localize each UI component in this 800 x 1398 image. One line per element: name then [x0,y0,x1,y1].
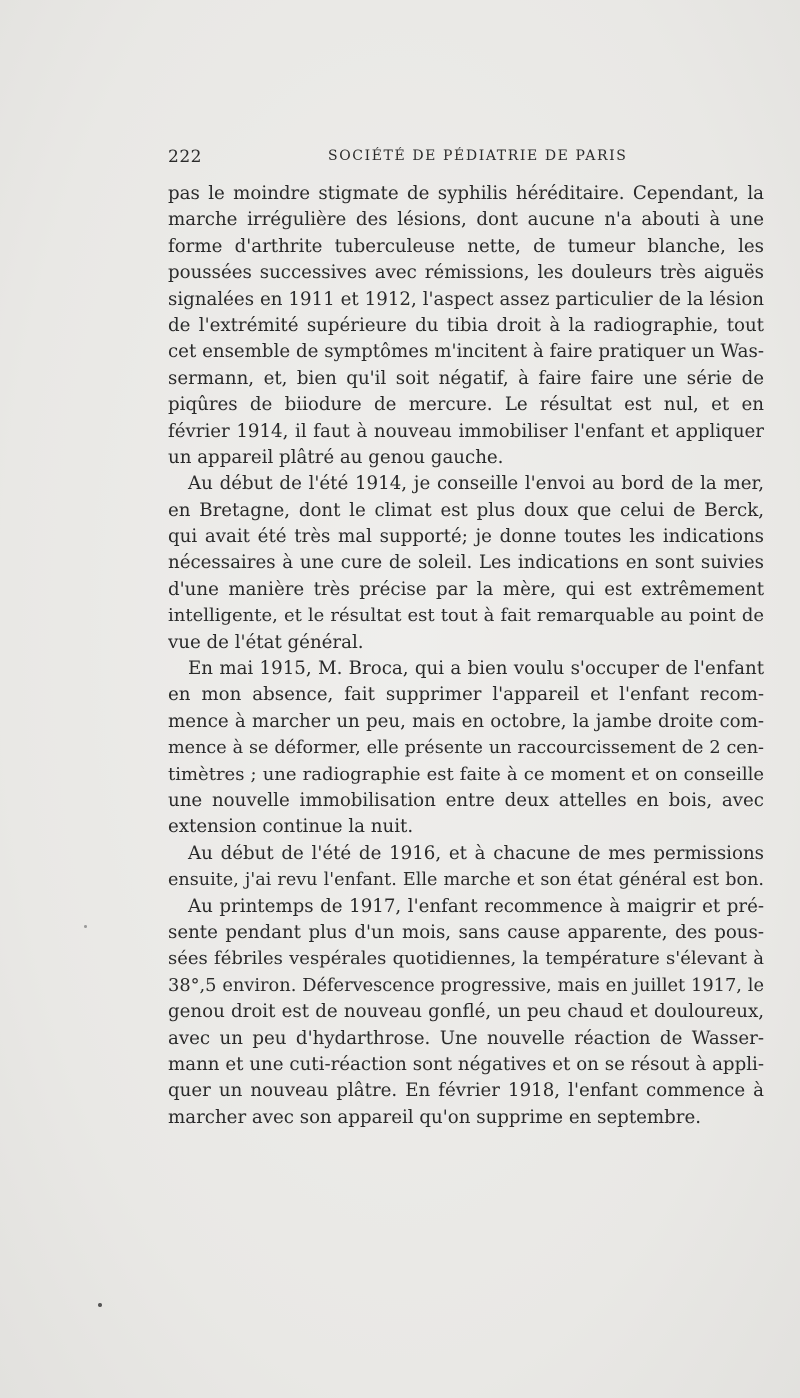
body-text [168,181,764,1131]
text-line: piqûres de biiodure de mercure. Le résultat est nul, et en [168,394,764,416]
text-line: poussées successives avec rémissions, les douleurs très aiguës [168,262,764,284]
text-line: une nouvelle immobilisation entre deux attelles en bois, avec [168,789,764,811]
text-line: Au début de l'été de 1916, et à chacune de mes permissions [188,842,764,864]
text-line: d'une manière très précise par la mère, qui est extrêmement [168,578,764,600]
text-line: genou droit est de nouveau gonflé, un peu chaud et douloureux, [168,1001,764,1023]
text-line: intelligente, et le résultat est tout à fait remarquable au point de [168,605,764,627]
text-line: mence à se déformer, elle présente un raccourcissement de 2 cen- [168,738,764,759]
ink-speck [98,1303,102,1307]
text-line: en Bretagne, dont le climat est plus doux que celui de Berck, [168,499,764,521]
text-line: sente pendant plus d'un mois, sans cause apparente, des pous- [168,921,764,943]
text-line: mann et une cuti-réaction sont négatives et on se résout à appli- [168,1053,764,1075]
paragraph [168,841,764,894]
text-line: signalées en 1911 et 1912, l'aspect assez particulier de la lésion [168,288,764,310]
page-number: 222 [168,147,202,167]
text-line: sées fébriles vespérales quotidiennes, la température s'élevant à [168,948,764,970]
text-line: mence à marcher un peu, mais en octobre, la jambe droite com- [168,710,764,732]
text-line: en mon absence, fait supprimer l'appareil et l'enfant recom- [168,684,764,706]
text-line: forme d'arthrite tuberculeuse nette, de tumeur blanche, les [168,235,764,257]
text-line: 38°,5 environ. Défervescence progressive, mais en juillet 1917, le [168,974,764,996]
paragraph [168,656,764,841]
paragraph [168,894,764,1132]
text-line: qui avait été très mal supporté; je donne toutes les indications [168,526,764,548]
text-line: Au printemps de 1917, l'enfant recommence à maigrir et pré- [188,895,764,917]
text-line: ensuite, j'ai revu l'enfant. Elle marche et son état général est bon. [168,870,764,891]
text-line: timètres ; une radiographie est faite à ce moment et on conseille [168,763,764,785]
text-line: février 1914, il faut à nouveau immobiliser l'enfant et appliquer [168,420,764,442]
ink-speck [84,925,87,928]
paragraph [168,471,764,656]
text-line: extension continue la nuit. [168,816,414,838]
running-title: SOCIÉTÉ DE PÉDIATRIE DE PARIS [328,148,628,164]
page-header [168,147,764,173]
text-line: marche irrégulière des lésions, dont aucune n'a abouti à une [168,209,764,231]
text-line: sermann, et, bien qu'il soit négatif, à faire faire une série de [168,367,764,389]
text-line: pas le moindre stigmate de syphilis héréditaire. Cependant, la [168,183,764,204]
text-line: cet ensemble de symptômes m'incitent à faire pratiquer un Was- [168,341,764,363]
text-line: vue de l'état général. [168,631,364,653]
text-line: nécessaires à une cure de soleil. Les indications en sont suivies [168,552,764,574]
paragraph [168,181,764,471]
text-line: de l'extrémité supérieure du tibia droit à la radiographie, tout [168,314,764,336]
text-line: marcher avec son appareil qu'on supprime en septembre. [168,1106,702,1128]
text-line: En mai 1915, M. Broca, qui a bien voulu s'occuper de l'enfant [188,658,764,680]
text-line: quer un nouveau plâtre. En février 1918, l'enfant commence à [168,1080,764,1102]
text-line: Au début de l'été 1914, je conseille l'envoi au bord de la mer, [188,473,764,495]
text-line: un appareil plâtré au genou gauche. [168,446,504,468]
text-line: avec un peu d'hydarthrose. Une nouvelle réaction de Wasser- [168,1027,764,1049]
